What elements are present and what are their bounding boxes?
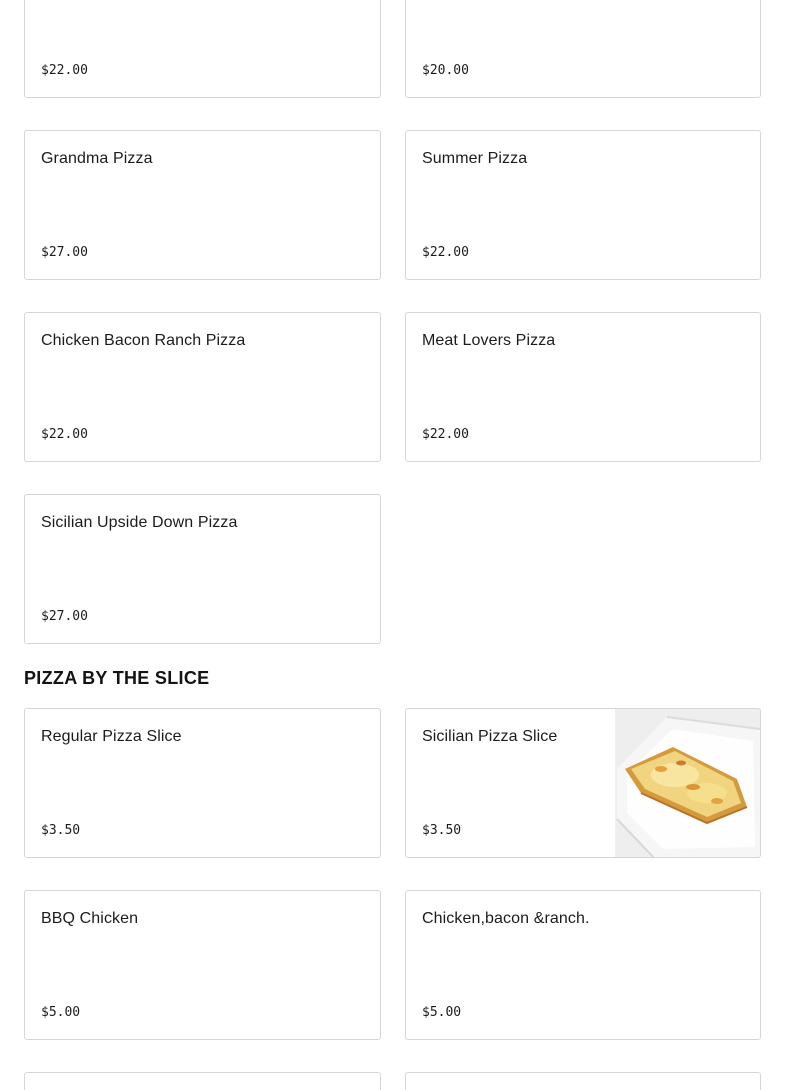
menu-item-price: $22.00 — [422, 245, 469, 260]
menu-item-name: BBQ Chicken — [41, 910, 139, 927]
menu-item-price: $5.00 — [41, 1005, 81, 1020]
menu-item-card[interactable] — [405, 312, 761, 462]
menu-item-card[interactable] — [405, 1072, 761, 1090]
menu-item-price: $22.00 — [422, 427, 469, 442]
menu-item-card[interactable] — [24, 130, 381, 280]
menu-item-price: $27.00 — [41, 245, 88, 260]
menu-item-price: $3.50 — [41, 823, 81, 838]
menu-item-name: Grandma Pizza — [41, 150, 153, 167]
menu-item-card[interactable] — [405, 708, 761, 858]
menu-item-card[interactable] — [24, 0, 381, 98]
section-title: PIZZA BY THE SLICE — [24, 668, 210, 688]
menu-item-name: Meat Lovers Pizza — [422, 332, 556, 349]
menu-item-card[interactable] — [24, 890, 381, 1040]
menu-item-card[interactable] — [405, 0, 761, 98]
menu-item-price: $22.00 — [41, 63, 88, 78]
menu-item-name: Regular Pizza Slice — [41, 728, 182, 745]
menu-item-price: $22.00 — [41, 427, 88, 442]
menu-item-card[interactable] — [405, 130, 761, 280]
menu-item-card[interactable] — [24, 1072, 381, 1090]
menu-item-name: Chicken,bacon &ranch. — [422, 910, 590, 927]
menu-item-card[interactable] — [24, 312, 381, 462]
menu-item-price: $27.00 — [41, 609, 88, 624]
pizza-slice-image — [615, 709, 760, 858]
menu-item-price: $5.00 — [422, 1005, 462, 1020]
menu-item-card[interactable] — [24, 708, 381, 858]
menu-item-price: $20.00 — [422, 63, 469, 78]
menu-item-name: Summer Pizza — [422, 150, 528, 167]
sicilian-slice-photo — [615, 709, 760, 857]
menu-item-name: Sicilian Pizza Slice — [422, 728, 558, 745]
menu-item-name: Chicken Bacon Ranch Pizza — [41, 332, 246, 349]
menu-item-name: Sicilian Upside Down Pizza — [41, 514, 238, 531]
menu-item-price: $3.50 — [422, 823, 462, 838]
menu-item-card[interactable] — [24, 494, 381, 644]
menu-item-card[interactable] — [405, 890, 761, 1040]
